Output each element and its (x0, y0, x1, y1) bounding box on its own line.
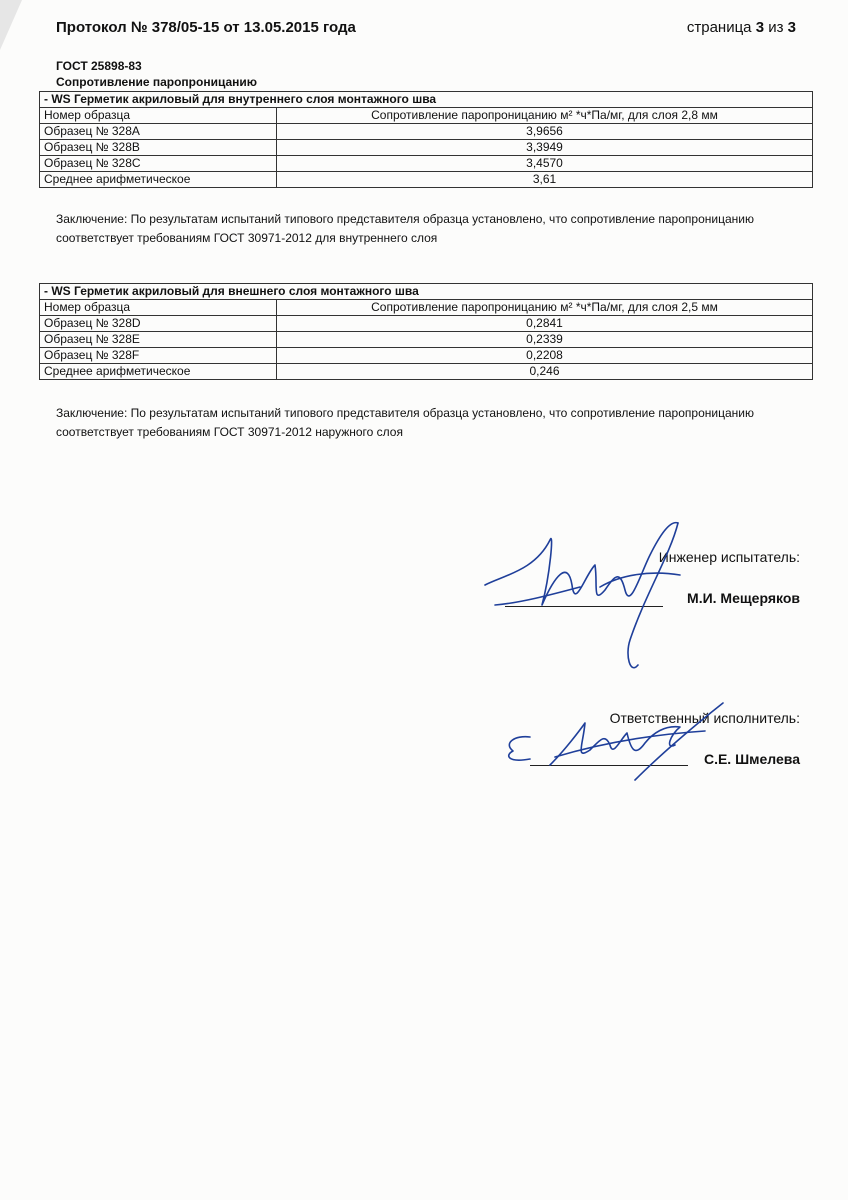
page-current: 3 (755, 19, 765, 36)
sample-value: 0,2841 (277, 316, 813, 332)
page-number (687, 19, 796, 36)
table-row-average (40, 364, 813, 380)
test-subject: Сопротивление паропроницанию (56, 75, 258, 89)
average-label: Среднее арифметическое (40, 364, 277, 380)
table-header-row (40, 300, 813, 316)
page-of: из (768, 19, 784, 36)
table-row (40, 156, 813, 172)
page-corner-fold (0, 0, 22, 50)
handwritten-signature-icon (495, 695, 730, 790)
table-row (40, 348, 813, 364)
sample-label: Образец № 328F (40, 348, 277, 364)
signature-role: Ответственный исполнитель: (609, 710, 800, 726)
table-row (40, 316, 813, 332)
sample-label: Образец № 328С (40, 156, 277, 172)
protocol-header (56, 19, 796, 41)
signatory-name: С.Е. Шмелева (703, 751, 800, 767)
table-caption: - WS Герметик акриловый для внешнего слоя монтажного шва (40, 284, 813, 300)
sample-value: 0,2339 (277, 332, 813, 348)
protocol-title: Протокол № 378/05-15 от 13.05.2015 года (56, 19, 356, 36)
signatory-name: М.И. Мещеряков (687, 590, 800, 606)
sample-value: 3,3949 (277, 140, 813, 156)
results-table-outer-layer (39, 283, 813, 380)
page-word: страница (686, 19, 752, 36)
sample-label: Образец № 328В (40, 140, 277, 156)
handwritten-signature-icon (480, 515, 710, 680)
table-caption-row (40, 284, 813, 300)
average-label: Среднее арифметическое (40, 172, 277, 188)
table-row (40, 332, 813, 348)
table-row (40, 124, 813, 140)
table-header-row (40, 108, 813, 124)
page-total: 3 (787, 19, 796, 36)
conclusion-inner-layer: Заключение: По результатам испытаний типового представителя образца установлено, что сопротивление паропроницанию соответствует требованиям ГОСТ 30971-2012 для внутреннего слоя (56, 212, 754, 245)
sample-value: 0,2208 (277, 348, 813, 364)
results-table-inner-layer (39, 91, 813, 188)
sample-label: Образец № 328Е (40, 332, 277, 348)
column-header-sample: Номер образца (40, 300, 277, 316)
average-value: 3,61 (277, 172, 813, 188)
conclusion-outer-layer: Заключение: По результатам испытаний типового представителя образца установлено, что сопротивление паропроницанию соответствует требованиям ГОСТ 30971-2012 наружного слоя (56, 406, 754, 439)
table-row (40, 140, 813, 156)
table-caption-row (40, 92, 813, 108)
signature-role: Инженер испытатель: (658, 549, 800, 565)
sample-value: 3,4570 (277, 156, 813, 172)
column-header-value: Сопротивление паропроницанию м² *ч*Па/мг, для слоя 2,8 мм (277, 108, 813, 124)
gost-standard: ГОСТ 25898-83 (56, 59, 142, 73)
column-header-sample: Номер образца (40, 108, 277, 124)
sample-label: Образец № 328А (40, 124, 277, 140)
table-caption: - WS Герметик акриловый для внутреннего слоя монтажного шва (40, 92, 813, 108)
sample-label: Образец № 328D (40, 316, 277, 332)
average-value: 0,246 (277, 364, 813, 380)
column-header-value: Сопротивление паропроницанию м² *ч*Па/мг, для слоя 2,5 мм (277, 300, 813, 316)
sample-value: 3,9656 (277, 124, 813, 140)
table-row-average (40, 172, 813, 188)
